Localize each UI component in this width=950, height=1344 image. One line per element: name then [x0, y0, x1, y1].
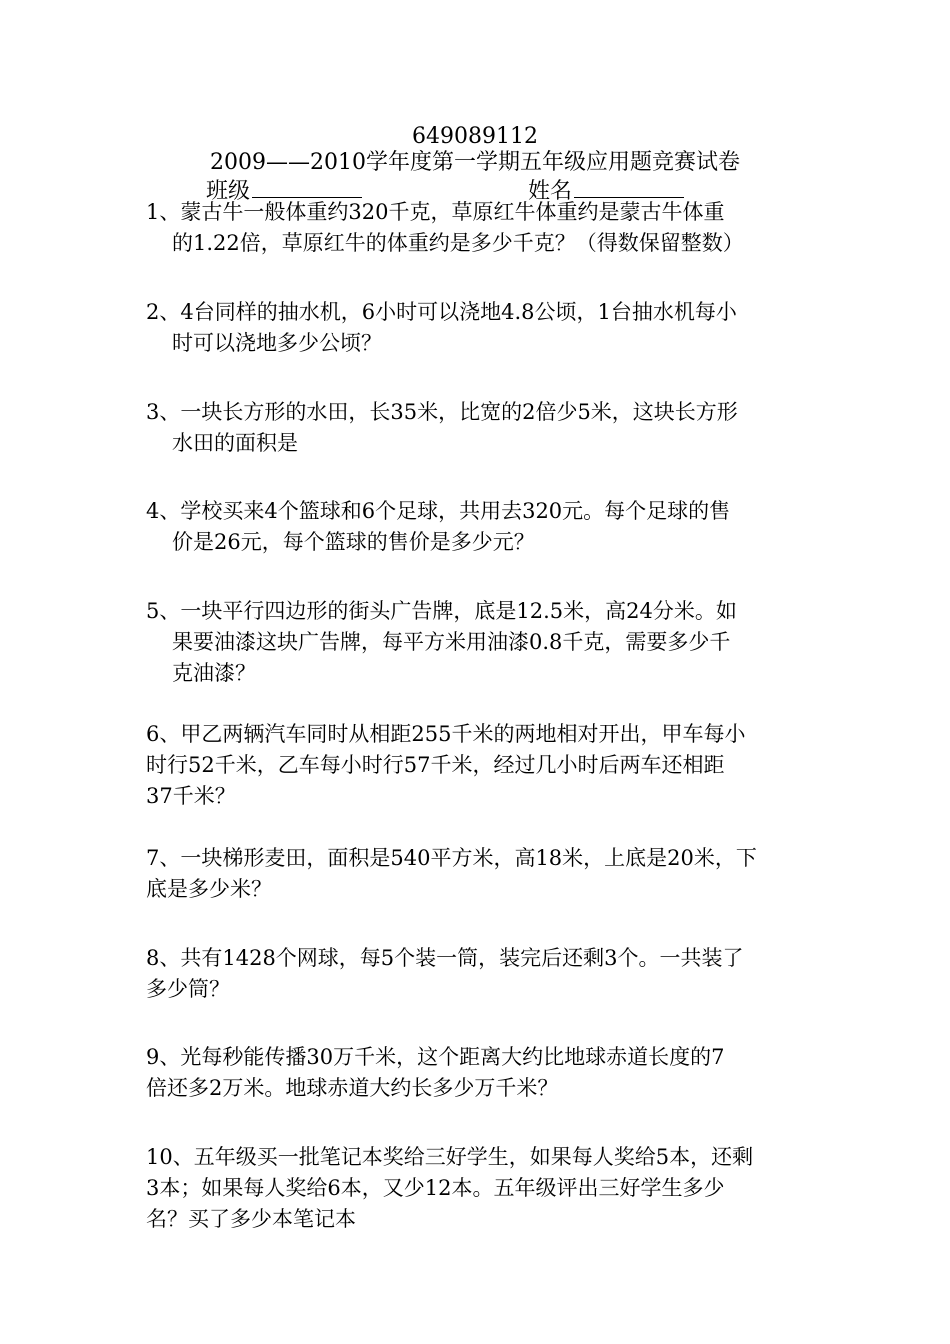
question-8: 8、共有1428个网球，每5个装一筒，装完后还剩3个。一共装了 多少筒？	[146, 946, 744, 1001]
question-3: 3、一块长方形的水田，长35米，比宽的2倍少5米，这块长方形 水田的面积是	[146, 400, 738, 455]
question-5: 5、一块平行四边形的街头广告牌，底是12.5米，高24分米。如 果要油漆这块广告牌，每平方米用油漆0.8千克，需要多少千 克油漆？	[146, 599, 737, 685]
question-2: 2、4台同样的抽水机，6小时可以浇地4.8公顷，1台抽水机每小 时可以浇地多少公顷？	[146, 300, 737, 355]
name-blank-line	[574, 177, 684, 198]
question-7: 7、一块梯形麦田，面积是540平方米，高18米，上底是20米，下 底是多少米？	[146, 846, 757, 901]
class-label: 班级	[206, 179, 251, 204]
exam-title: 2009——2010学年度第一学期五年级应用题竞赛试卷	[210, 150, 740, 175]
question-6: 6、甲乙两辆汽车同时从相距255千米的两地相对开出，甲车每小 时行52千米，乙车每小时行57千米，经过几小时后两车还相距 37千米？	[146, 722, 746, 808]
name-label: 姓名	[528, 179, 573, 204]
document-id: 649089112	[412, 124, 538, 149]
question-1: 1、蒙古牛一般体重约320千克，草原红牛体重约是蒙古牛体重 的1.22倍，草原红牛的体重约是多少千克？（得数保留整数）	[146, 200, 744, 255]
question-9: 9、光每秒能传播30万千米，这个距离大约比地球赤道长度的7 倍还多2万米。地球赤道大约长多少万千米？	[146, 1045, 725, 1100]
question-4: 4、学校买来4个篮球和6个足球，共用去320元。每个足球的售 价是26元，每个篮球的售价是多少元？	[146, 499, 731, 554]
class-blank-line	[252, 177, 362, 198]
question-10: 10、五年级买一批笔记本奖给三好学生，如果每人奖给5本，还剩 3本；如果每人奖给6本，又少12本。五年级评出三好学生多少 名？买了多少本笔记本	[146, 1145, 754, 1231]
